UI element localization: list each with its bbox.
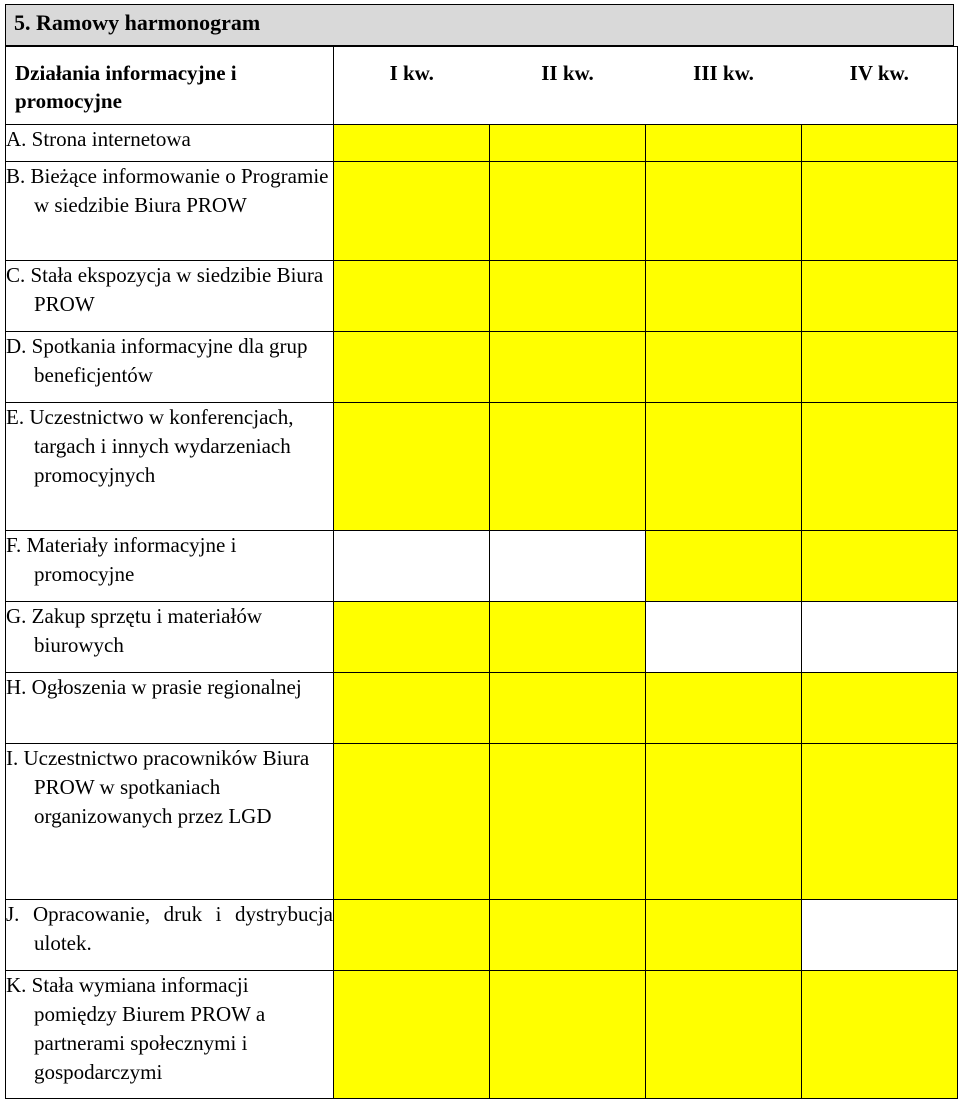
schedule-table — [5, 46, 958, 1099]
quarter-1-cell — [334, 125, 490, 162]
quarter-2-cell — [490, 125, 646, 162]
quarter-1-cell — [334, 900, 490, 971]
quarter-header-2: II kw. — [490, 47, 646, 125]
task-label-cell — [6, 403, 334, 531]
quarter-1-cell — [334, 162, 490, 261]
quarter-1-cell — [334, 332, 490, 403]
task-label-cell — [6, 531, 334, 602]
quarter-3-cell — [646, 125, 802, 162]
quarter-2-cell — [490, 900, 646, 971]
task-column-header: Działania informacyjne i promocyjne — [6, 47, 334, 125]
quarter-1-cell — [334, 744, 490, 900]
quarter-1-cell — [334, 261, 490, 332]
task-label-cell — [6, 162, 334, 261]
quarter-header-3: III kw. — [646, 47, 802, 125]
quarter-4-cell — [802, 673, 958, 744]
quarter-4-cell — [802, 403, 958, 531]
task-label: F. Materiały informacyjne i promocyjne — [6, 533, 237, 586]
quarter-4-cell — [802, 162, 958, 261]
quarter-3-cell — [646, 971, 802, 1099]
task-label: B. Bieżące informowanie o Programie w siedzibie Biura PROW — [6, 164, 329, 217]
quarter-3-cell — [646, 531, 802, 602]
quarter-4-cell — [802, 900, 958, 971]
quarter-2-cell — [490, 403, 646, 531]
quarter-4-cell — [802, 332, 958, 403]
quarter-1-cell — [334, 673, 490, 744]
quarter-1-cell — [334, 531, 490, 602]
quarter-2-cell — [490, 261, 646, 332]
quarter-4-cell — [802, 744, 958, 900]
quarter-2-cell — [490, 162, 646, 261]
quarter-3-cell — [646, 332, 802, 403]
header-row — [6, 47, 958, 125]
quarter-header-1: I kw. — [334, 47, 490, 125]
task-label: K. Stała wymiana informacji pomiędzy Biurem PROW a partnerami społecznymi i gospodarczymi — [6, 973, 266, 1084]
task-label-cell — [6, 900, 334, 971]
quarter-3-cell — [646, 403, 802, 531]
quarter-4-cell — [802, 531, 958, 602]
quarter-3-cell — [646, 673, 802, 744]
quarter-2-cell — [490, 332, 646, 403]
quarter-2-cell — [490, 531, 646, 602]
quarter-4-cell — [802, 261, 958, 332]
schedule-row — [6, 261, 958, 332]
task-label: C. Stała ekspozycja w siedzibie Biura PROW — [6, 263, 324, 316]
quarter-2-cell — [490, 971, 646, 1099]
schedule-row — [6, 900, 958, 971]
task-label: H. Ogłoszenia w prasie regionalnej — [6, 675, 302, 699]
task-label-cell — [6, 602, 334, 673]
quarter-1-cell — [334, 602, 490, 673]
task-label: J. Opracowanie, druk i dystrybucja ulotek. — [6, 902, 333, 955]
task-label: I. Uczestnictwo pracowników Biura PROW w spotkaniach organizowanych przez LGD — [6, 746, 310, 828]
quarter-1-cell — [334, 403, 490, 531]
schedule-row — [6, 125, 958, 162]
quarter-header-4: IV kw. — [802, 47, 958, 125]
task-label-cell — [6, 744, 334, 900]
quarter-3-cell — [646, 900, 802, 971]
schedule-row — [6, 403, 958, 531]
quarter-3-cell — [646, 602, 802, 673]
schedule-row — [6, 673, 958, 744]
task-label-cell — [6, 332, 334, 403]
quarter-4-cell — [802, 971, 958, 1099]
schedule-row — [6, 971, 958, 1099]
schedule-row — [6, 162, 958, 261]
task-label: G. Zakup sprzętu i materiałów biurowych — [6, 604, 262, 657]
task-label-cell — [6, 261, 334, 332]
task-label-cell — [6, 125, 334, 162]
quarter-4-cell — [802, 602, 958, 673]
schedule-row — [6, 531, 958, 602]
quarter-1-cell — [334, 971, 490, 1099]
quarter-4-cell — [802, 125, 958, 162]
task-label: D. Spotkania informacyjne dla grup beneficjentów — [6, 334, 308, 387]
quarter-3-cell — [646, 261, 802, 332]
section-title: 5. Ramowy harmonogram — [5, 4, 954, 46]
schedule-row — [6, 332, 958, 403]
quarter-3-cell — [646, 744, 802, 900]
task-label-cell — [6, 673, 334, 744]
task-label-cell — [6, 971, 334, 1099]
quarter-2-cell — [490, 673, 646, 744]
schedule-row — [6, 602, 958, 673]
schedule-row — [6, 744, 958, 900]
task-label: A. Strona internetowa — [6, 127, 191, 151]
task-label: E. Uczestnictwo w konferencjach, targach i innych wydarzeniach promocyjnych — [6, 405, 294, 487]
quarter-2-cell — [490, 602, 646, 673]
quarter-2-cell — [490, 744, 646, 900]
quarter-3-cell — [646, 162, 802, 261]
